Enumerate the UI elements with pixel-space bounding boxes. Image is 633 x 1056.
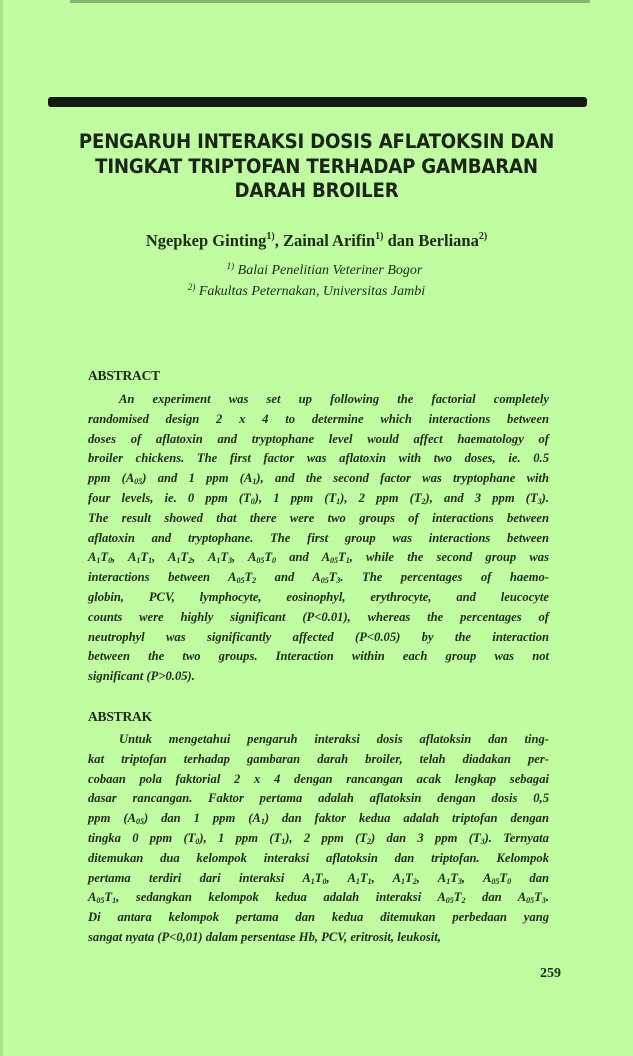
- affiliation-mark: 1): [226, 261, 235, 271]
- subscript: 0: [108, 556, 113, 566]
- subscript: 1: [281, 836, 286, 846]
- subscript: 2: [412, 876, 417, 886]
- title-line: DARAH BROILER: [234, 179, 399, 202]
- abstract-body: [88, 390, 549, 687]
- text-line: ppm $(A_{05})$ dan 1 ppm $(A_1)$ dan faktor kedua adalah triptofan dengan: [88, 811, 549, 827]
- text-line: cobaan pola faktorial 2 x 4 dengan rancangan acak lengkap sebagai: [88, 771, 549, 786]
- text-line: dasar rancangan. Faktor pertama adalah aflatoksin dengan dosis 0,5: [88, 791, 549, 806]
- text-line: kat triptofan terhadap gambaran darah broiler, telah diadakan per-: [88, 751, 549, 766]
- subscript: 1: [176, 556, 181, 566]
- subscript: 1: [446, 876, 451, 886]
- text-line: $A_{05}T_1$, sedangkan kelompok kedua adalah interaksi $A_{05}T_2$ dan $A_{05}T_3$.: [88, 890, 549, 906]
- affiliation: [0, 283, 623, 301]
- subscript: 2: [367, 836, 372, 846]
- subscript: 1: [96, 556, 101, 566]
- text-line: randomised design 2 x 4 to determine which interactions between: [88, 411, 549, 426]
- text-line: neutrophyl was significantly affected (P<0.05) by the interaction: [88, 629, 549, 644]
- subscript: 1: [136, 556, 141, 566]
- subscript: 05: [329, 556, 338, 566]
- affiliation-mark: 2): [187, 282, 196, 292]
- subscript: 3: [336, 576, 341, 586]
- text-line: The result showed that there were two groups of interactions between: [88, 510, 549, 525]
- text-line: sangat nyata (P<0,01) dalam persentase Hb, PCV, eritrosit, leukosit,: [88, 929, 441, 944]
- subscript: 1: [355, 876, 360, 886]
- author-mark: 2): [478, 231, 488, 242]
- subscript: 1: [216, 556, 221, 566]
- subscript: 0: [322, 876, 327, 886]
- subscript: 05: [491, 876, 500, 886]
- subscript: 2: [421, 496, 426, 506]
- subscript: 1: [310, 876, 315, 886]
- subscript: 2: [188, 556, 193, 566]
- title-line: PENGARUH INTERAKSI DOSIS AFLATOKSIN DAN: [78, 130, 555, 153]
- page-edge-shadow: [70, 0, 590, 3]
- text-line: Untuk mengetahui pengaruh interaksi dosis aflatoksin dan ting-: [119, 732, 549, 746]
- text-line: An experiment was set up following the factorial completely: [119, 392, 549, 406]
- subscript: 1: [260, 817, 265, 827]
- title-line: TINGKAT TRIPTOFAN TERHADAP GAMBARAN: [95, 154, 538, 178]
- subscript: 1: [252, 477, 257, 487]
- affiliation-text: Fakultas Peternakan, Universitas Jambi: [198, 284, 426, 299]
- subscript: 0: [250, 496, 255, 506]
- affiliation: [8, 262, 633, 280]
- subscript: 05: [526, 896, 535, 906]
- subscript: 3: [541, 896, 546, 906]
- subscript: 1: [336, 496, 341, 506]
- author-name: Ngepkep Ginting: [145, 231, 267, 250]
- subscript: 2: [252, 576, 257, 586]
- subscript: 05: [96, 896, 105, 906]
- header-rule: [48, 97, 587, 107]
- text-line: $A_1T_0$, $A_1T_1$, $A_1T_2$, $A_1T_3$, $A_{05}T_0$ and $A_{05}T_1$, while the second group was: [88, 550, 549, 566]
- subscript: 3: [480, 836, 485, 846]
- subscript: 0: [507, 876, 512, 886]
- subscript: 0: [195, 836, 200, 846]
- subscript: 05: [135, 817, 144, 827]
- subscript: 3: [537, 496, 542, 506]
- subscript: 05: [134, 477, 143, 487]
- text-line: Di antara kelompok pertama dan kedua ditemukan perbedaan yang: [88, 910, 549, 925]
- subscript: 1: [112, 896, 117, 906]
- subscript: 1: [148, 556, 153, 566]
- subscript: 05: [256, 556, 265, 566]
- subscript: 3: [228, 556, 233, 566]
- author-name: Zainal Arifin: [282, 231, 376, 250]
- page-edge-left: [0, 0, 3, 1056]
- subscript: 05: [320, 576, 329, 586]
- subscript: 05: [236, 576, 245, 586]
- author-separator: ,: [274, 231, 283, 250]
- author-mark: 1): [266, 231, 275, 242]
- text-line: aflatoxin and tryptophane. The first group was interactions between: [88, 530, 549, 545]
- abstract-heading: ABSTRACT: [88, 368, 160, 383]
- subscript: 2: [461, 896, 466, 906]
- subscript: 05: [445, 896, 454, 906]
- text-line: broiler chickens. The first factor was aflatoxin with two doses, ie. 0.5: [88, 451, 549, 466]
- text-line: ditemukan dua kelompok interaksi aflatoksin dan triptofan. Kelompok: [88, 850, 549, 865]
- text-line: ppm $(A_{05})$ and 1 ppm $(A_1)$, and the second factor was tryptophane with: [88, 471, 549, 487]
- text-line: globin, PCV, lymphocyte, eosinophyl, erythrocyte, and leucocyte: [88, 589, 549, 604]
- text-line: significant (P>0.05).: [88, 669, 195, 684]
- subscript: 0: [272, 556, 277, 566]
- author-mark: 1): [375, 231, 384, 242]
- subscript: 3: [457, 876, 462, 886]
- subscript: 1: [345, 556, 350, 566]
- text-line: doses of aflatoxin and tryptophane level would affect haematology of: [88, 431, 549, 446]
- text-line: tingka 0 ppm $(T_0)$, 1 ppm $(T_1)$, 2 ppm $(T_2)$ dan 3 ppm $(T_3)$. Ternyata: [88, 830, 549, 846]
- text-line: interactions between $A_{05}T_2$ and $A_{05}T_3$. The percentages of haemo-: [88, 570, 550, 586]
- subscript: 1: [401, 876, 406, 886]
- author-name: Berliana: [418, 231, 479, 250]
- text-line: counts were highly significant (P<0.01), whereas the percentages of: [88, 609, 549, 624]
- text-line: between the two groups. Interaction within each group was not: [88, 649, 549, 664]
- abstrak-heading: ABSTRAK: [88, 709, 152, 724]
- author-separator: dan: [383, 231, 419, 250]
- page-number: 259: [540, 966, 561, 981]
- author-list: [0, 231, 633, 251]
- text-line: pertama terdiri dari interaksi $A_1T_0$, $A_1T_1$, $A_1T_2$, $A_1T_3$, $A_{05}T_0$ dan: [88, 870, 550, 886]
- subscript: 1: [367, 876, 372, 886]
- text-line: four levels, ie. 0 ppm $(T_0)$, 1 ppm $(T_1)$, 2 ppm $(T_2)$, and 3 ppm $(T_3)$.: [88, 490, 549, 506]
- paper-title: [50, 130, 583, 204]
- affiliation-text: Balai Penelitian Veteriner Bogor: [237, 263, 423, 278]
- abstrak-body: [88, 730, 549, 948]
